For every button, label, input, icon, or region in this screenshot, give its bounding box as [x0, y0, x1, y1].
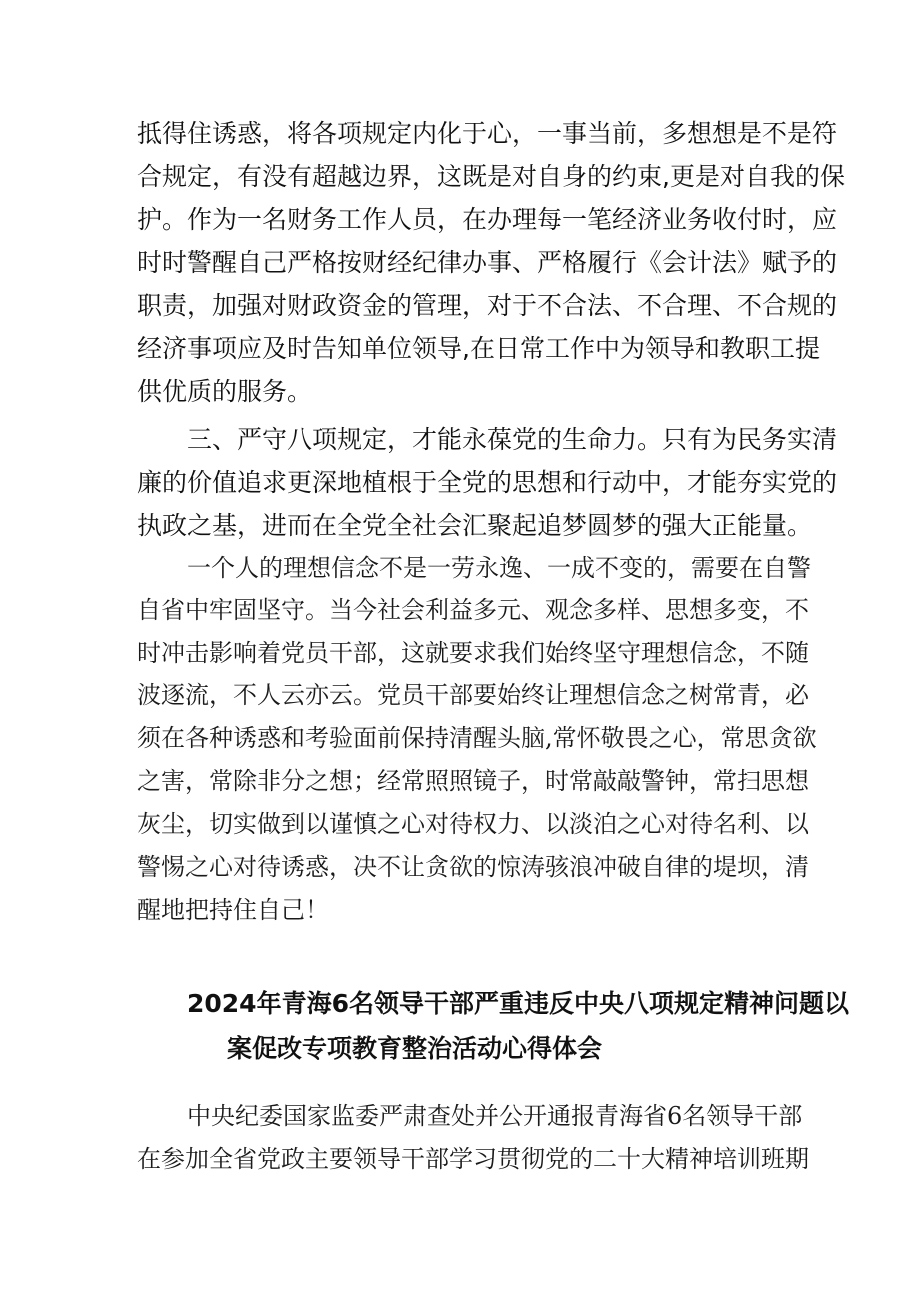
article-title-line-1: 2024年青海6名领导干部严重违反中央八项规定精神问题以	[187, 989, 849, 1018]
paragraph-line: 供优质的服务。	[137, 377, 313, 406]
paragraph-line: 醒地把持住自己！	[137, 896, 329, 924]
paragraph-line: 一个人的理想信念不是一劳永逸、一成不变的，需要在自警	[187, 554, 811, 582]
paragraph-line: 职责，加强对财政资金的管理，对于不合法、不合理、不合规的	[137, 291, 838, 320]
paragraph-line: 廉的价值追求更深地植根于全党的思想和行动中，才能夯实党的	[137, 468, 838, 497]
section-heading-line: 三、严守八项规定，才能永葆党的生命力。只有为民务实清	[187, 425, 838, 454]
paragraph-line: 经济事项应及时告知单位领导,在日常工作中为领导和教职工提	[137, 334, 820, 363]
paragraph-line: 在参加全省党政主要领导干部学习贯彻党的二十大精神培训班期	[137, 1145, 809, 1173]
paragraph-line: 时时警醒自己严格按财经纪律办事、严格履行《会计法》赋予的	[137, 248, 838, 277]
paragraph-line: 抵得住诱惑，将各项规定内化于心，一事当前，多想想是不是符	[137, 119, 838, 148]
paragraph-line: 须在各种诱惑和考验面前保持清醒头脑,常怀敬畏之心，常思贪欲	[137, 724, 817, 752]
paragraph-line: 灰尘，切实做到以谨慎之心对待权力、以淡泊之心对待名利、以	[137, 810, 809, 838]
paragraph-line: 自省中牢固坚守。当今社会利益多元、观念多样、思想多变，不	[137, 596, 809, 624]
paragraph-line: 时冲击影响着党员干部，这就要求我们始终坚守理想信念，不随	[137, 639, 809, 667]
paragraph-line: 护。作为一名财务工作人员，在办理每一笔经济业务收付时，应	[137, 205, 838, 234]
paragraph-line: 波逐流，不人云亦云。党员干部要始终让理想信念之树常青，必	[137, 681, 809, 709]
paragraph-line: 警惕之心对待诱惑，决不让贪欲的惊涛骇浪冲破自律的堤坝，清	[137, 853, 809, 881]
paragraph-line: 执政之基，进而在全党全社会汇聚起追梦圆梦的强大正能量。	[137, 511, 813, 540]
paragraph-line: 中央纪委国家监委严肃查处并公开通报青海省6名领导干部	[187, 1102, 803, 1130]
paragraph-line: 合规定，有没有超越边界，这既是对自身的约束,更是对自我的保	[137, 162, 845, 191]
paragraph-line: 之害，常除非分之想；经常照照镜子，时常敲敲警钟，常扫思想	[137, 767, 809, 795]
article-title-line-2: 案促改专项教育整治活动心得体会	[227, 1034, 603, 1063]
